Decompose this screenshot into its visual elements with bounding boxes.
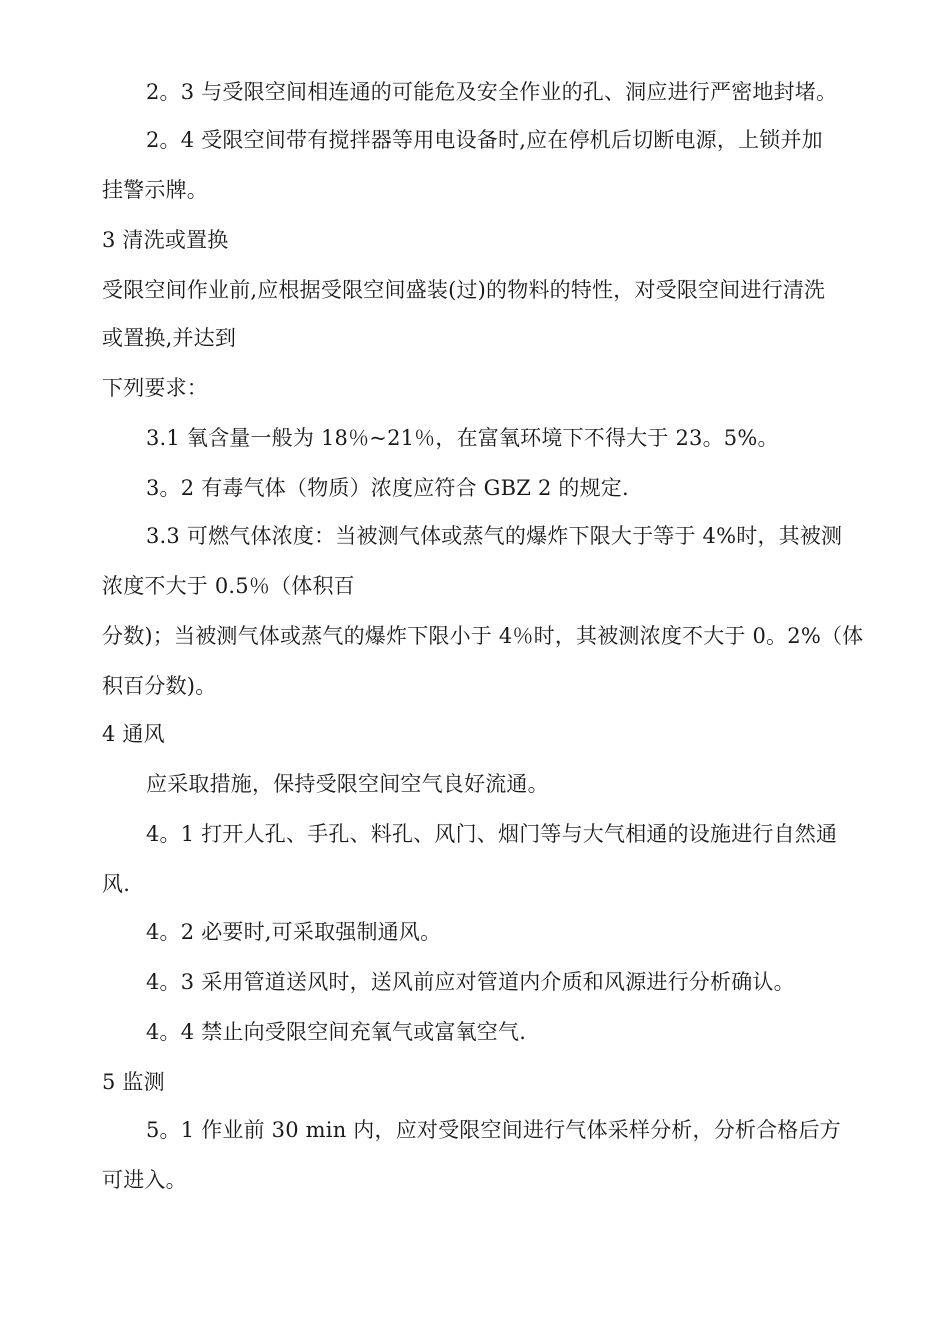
text-line: 或置换,并达到 (102, 326, 237, 350)
text-line: 4。3 采用管道送风时，送风前应对管道内介质和风源进行分析确认。 (146, 970, 795, 994)
section-heading: 4 通风 (102, 722, 165, 746)
text-line: 受限空间作业前,应根据受限空间盛装(过)的物料的特性，对受限空间进行清洗 (102, 278, 826, 302)
text-line: 2。3 与受限空间相连通的可能危及安全作业的孔、洞应进行严密地封堵。 (146, 80, 838, 104)
text-line: 4。2 必要时,可采取强制通风。 (146, 920, 442, 944)
text-line: 下列要求： (102, 376, 208, 400)
text-line: 浓度不大于 0.5％（体积百 (102, 574, 355, 598)
text-line: 4。1 打开人孔、手孔、料孔、风门、烟门等与大气相通的设施进行自然通 (146, 822, 838, 846)
text-line: 5。1 作业前 30 min 内，应对受限空间进行气体采样分析，分析合格后方 (146, 1118, 841, 1142)
text-line: 3.1 氧含量一般为 18％~21％，在富氧环境下不得大于 23。5%。 (146, 426, 779, 450)
section-heading: 3 清洗或置换 (102, 228, 229, 252)
text-line: 4。4 禁止向受限空间充氧气或富氧空气. (146, 1020, 527, 1044)
text-line: 应采取措施，保持受限空间空气良好流通。 (146, 772, 549, 796)
text-line: 可进入。 (102, 1168, 187, 1192)
text-line: 风. (102, 872, 131, 896)
text-line: 分数)；当被测气体或蒸气的爆炸下限小于 4％时，其被测浓度不大于 0。2%（体 (102, 624, 864, 648)
text-line: 2。4 受限空间带有搅拌器等用电设备时,应在停机后切断电源，上锁并加 (146, 128, 823, 152)
text-line: 积百分数)。 (102, 674, 217, 698)
section-heading: 5 监测 (102, 1070, 165, 1094)
text-line: 3.3 可燃气体浓度：当被测气体或蒸气的爆炸下限大于等于 4%时，其被测 (146, 524, 843, 548)
text-line: 挂警示牌。 (102, 178, 208, 202)
text-line: 3。2 有毒气体（物质）浓度应符合 GBZ 2 的规定. (146, 476, 629, 500)
